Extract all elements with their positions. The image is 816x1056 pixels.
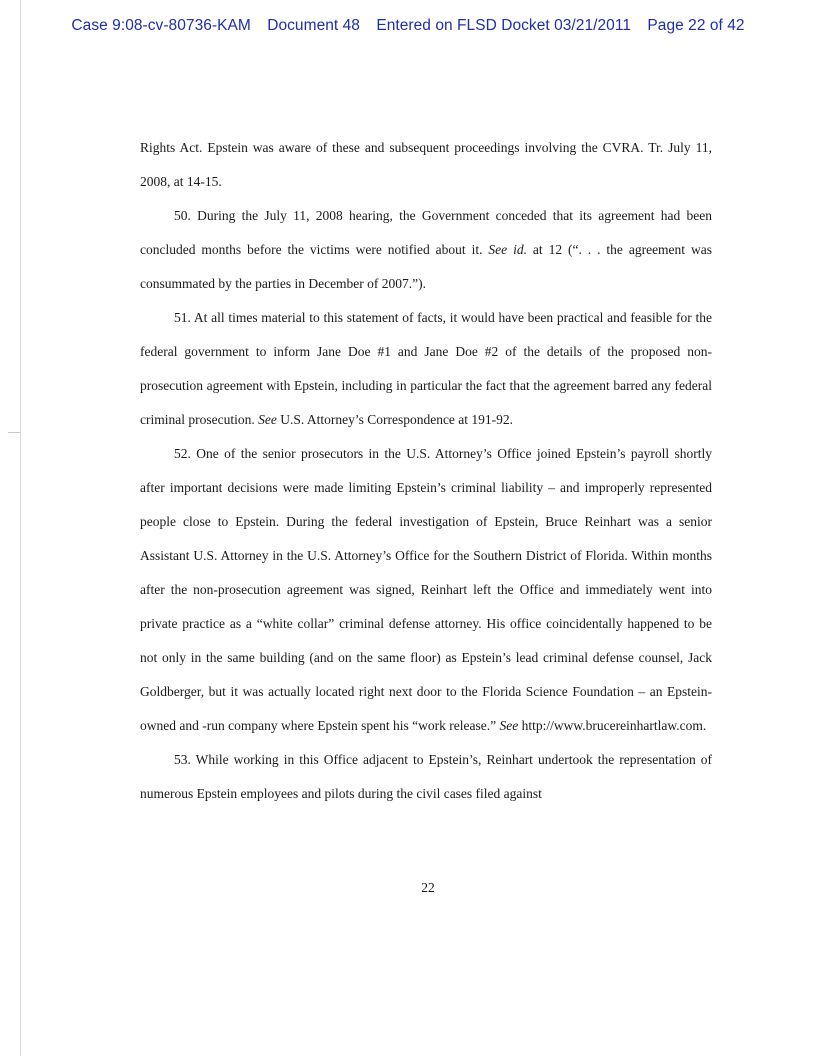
paragraph-51 (140, 301, 712, 437)
paragraph-51-text-a: 51. At all times material to this statement of facts, it would have been practical and feasible for the federal government to inform Jane Doe #1 and Jane Doe #2 of the details of the proposed non-prosecution agreement with Epstein, including in particular the fact that the agreement barred any federal criminal prosecution. (140, 310, 712, 427)
paragraph-50-text-b: at 12 (“. . . the agreement was consummated by the parties in December of 2007.”). (140, 242, 712, 291)
header-document-number: Document 48 (267, 17, 360, 34)
paragraph-51-text-b: U.S. Attorney’s Correspondence at 191-92. (276, 412, 514, 427)
paragraph-50-text-a: 50. During the July 11, 2008 hearing, the Government conceded that its agreement had been concluded months before the victims were notified about it. (140, 208, 712, 257)
paragraph-52-text-b: http://www.brucereinhartlaw.com. (518, 718, 707, 733)
paragraph-52 (140, 437, 712, 743)
paragraph-51-citation: See (258, 412, 277, 427)
paragraph-52-text-a: 52. One of the senior prosecutors in the U.S. Attorney’s Office joined Epstein’s payroll shortly after important decisions were made limiting Epstein’s criminal liability – and improperly represented people close to Epstein. During the federal investigation of Epstein, Bruce Reinhart was a senior Assistant U.S. Attorney in the U.S. Attorney’s Office for the Southern District of Florida. Within months after the non-prosecution agreement was signed, Reinhart left the Office and immediately went into private practice as a “white collar” criminal defense attorney. His office coincidentally happened to be not only in the same building (and on the same floor) as Epstein’s lead criminal defense counsel, Jack Goldberger, but it was actually located right next door to the Florida Science Foundation – an Epstein-owned and -run company where Epstein spent his “work release.” (140, 446, 712, 733)
scan-margin-line (20, 0, 21, 1056)
header-page-count: Page 22 of 42 (647, 17, 745, 34)
header-case-number: Case 9:08-cv-80736-KAM (71, 17, 251, 34)
paragraph-continuation: Rights Act. Epstein was aware of these and subsequent proceedings involving the CVRA. Tr. July 11, 2008, at 14-15. (140, 140, 712, 189)
page-number: 22 (421, 880, 435, 895)
docket-header (0, 17, 816, 35)
scan-margin-mark (8, 432, 20, 433)
paragraph-50-citation: See id. (488, 242, 527, 257)
paragraph-50 (140, 199, 712, 301)
paragraph-52-citation: See (499, 718, 519, 733)
paragraph-53: 53. While working in this Office adjacent to Epstein’s, Reinhart undertook the representation of numerous Epstein employees and pilots during the civil cases filed against (140, 752, 712, 801)
header-entered-date: Entered on FLSD Docket 03/21/2011 (376, 17, 632, 34)
document-body (140, 131, 712, 811)
